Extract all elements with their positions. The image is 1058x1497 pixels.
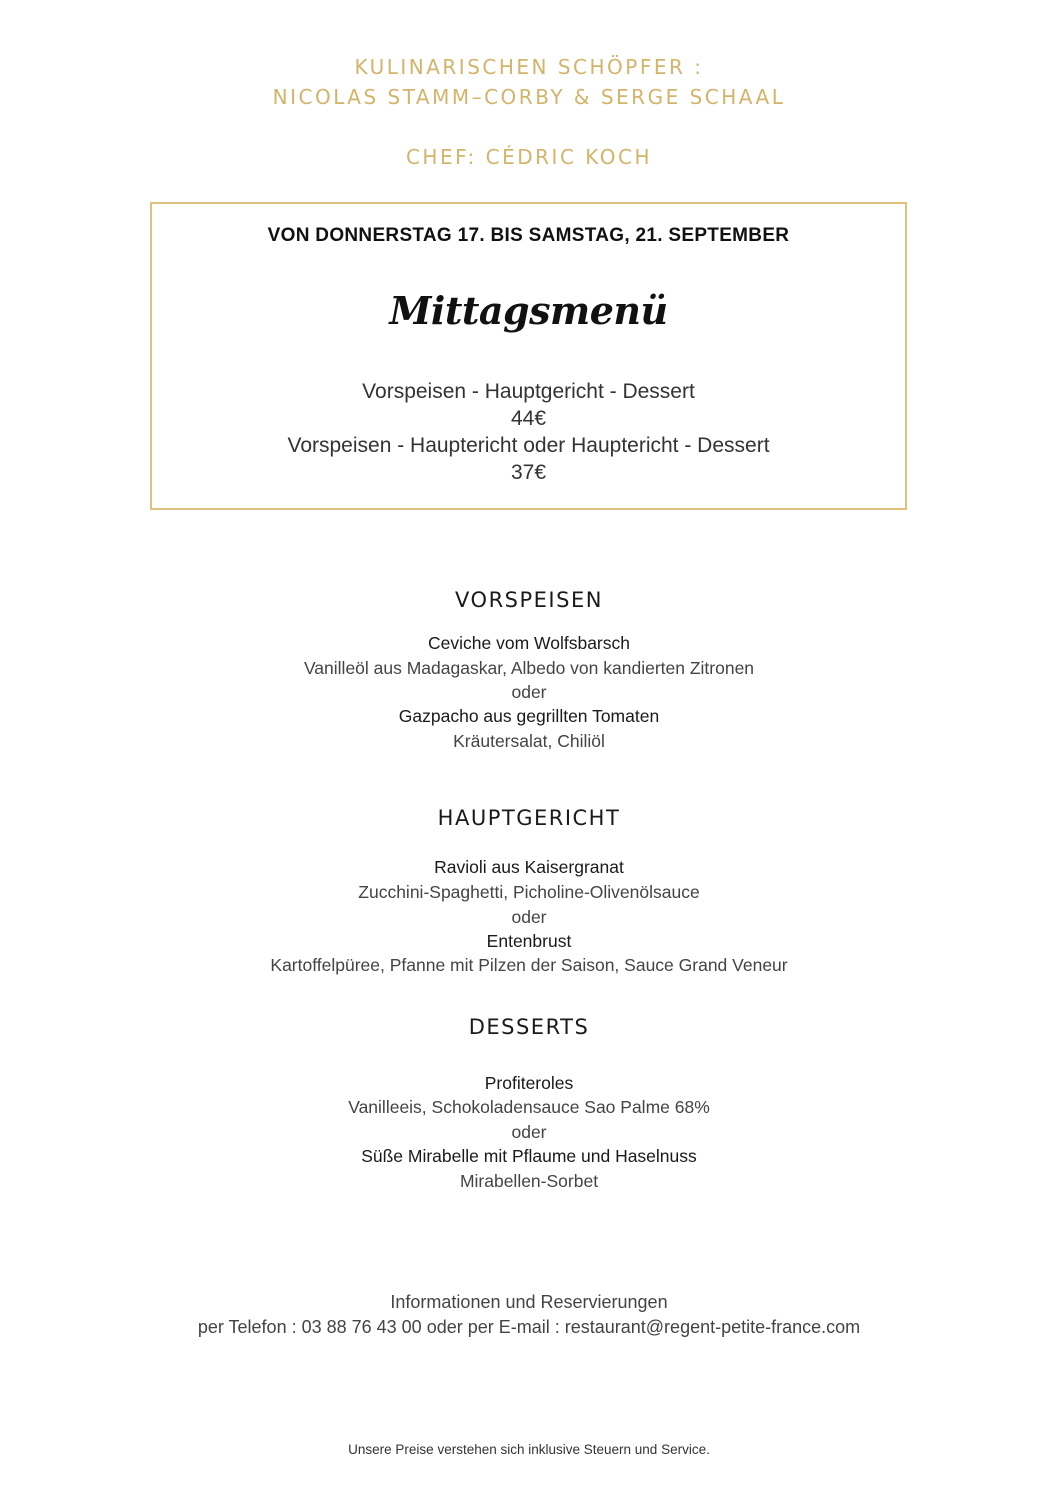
main-1-description: Zucchini-Spaghetti, Picholine-Olivenölsauce	[358, 882, 700, 902]
menu-title: Mittagsmenü	[389, 288, 668, 333]
dessert-or: oder	[511, 1122, 547, 1142]
creators-line-1: KULINARISCHEN SCHÖPFER :	[354, 55, 704, 79]
main-2-description: Kartoffelpüree, Pfanne mit Pilzen der Saison, Sauce Grand Veneur	[270, 955, 788, 975]
menu-option-1: Vorspeisen - Hauptgericht - Dessert	[362, 380, 695, 403]
main-or: oder	[511, 907, 547, 927]
section-title-desserts: DESSERTS	[468, 1015, 590, 1039]
starter-or: oder	[511, 682, 547, 702]
dessert-1-description: Vanilleeis, Schokoladensauce Sao Palme 68%	[348, 1097, 710, 1117]
starter-1-description: Vanilleöl aus Madagaskar, Albedo von kandierten Zitronen	[303, 658, 755, 678]
starter-1-name: Ceviche vom Wolfsbarsch	[428, 633, 630, 653]
main-2-name: Entenbrust	[486, 931, 572, 951]
footer-info: Informationen und Reservierungen	[390, 1292, 668, 1312]
menu-price-2: 37€	[510, 461, 547, 484]
lunch-menu-box	[150, 202, 907, 510]
chef-heading: CHEF: CÉDRIC KOCH	[405, 145, 653, 169]
menu-date: VON DONNERSTAG 17. BIS SAMSTAG, 21. SEPTEMBER	[267, 225, 790, 246]
section-title-starters: VORSPEISEN	[455, 588, 603, 612]
footer-contact: per Telefon : 03 88 76 43 00 oder per E-mail : restaurant@regent-petite-france.com	[197, 1317, 861, 1337]
dessert-2-description: Mirabellen-Sorbet	[459, 1171, 599, 1191]
starter-2-name: Gazpacho aus gegrillten Tomaten	[398, 706, 660, 726]
footer-price-note: Unsere Preise verstehen sich inklusive Steuern und Service.	[348, 1442, 710, 1457]
section-title-mains: HAUPTGERICHT	[437, 806, 621, 830]
main-1-name: Ravioli aus Kaisergranat	[434, 857, 624, 877]
menu-option-2: Vorspeisen - Hauptericht oder Hauptericht - Dessert	[287, 434, 770, 457]
dessert-2-name: Süße Mirabelle mit Pflaume und Haselnuss	[361, 1146, 697, 1166]
creators-line-2: NICOLAS STAMM–CORBY & SERGE SCHAAL	[272, 85, 786, 109]
creators-heading	[0, 52, 1058, 112]
dessert-1-name: Profiteroles	[484, 1073, 574, 1093]
starter-2-description: Kräutersalat, Chiliöl	[453, 731, 605, 751]
menu-price-1: 44€	[510, 407, 547, 430]
